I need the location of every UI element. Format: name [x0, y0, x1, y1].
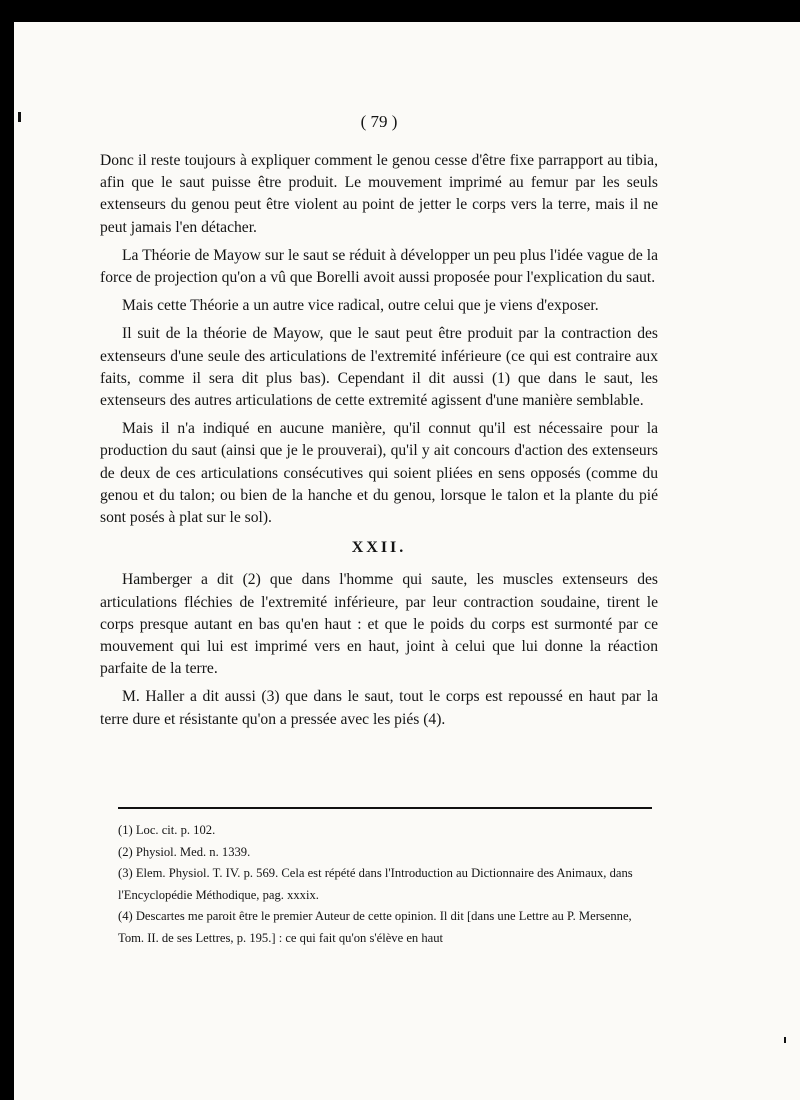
main-text	[100, 150, 658, 737]
footnote-rule	[118, 807, 652, 809]
section-heading: XXII.	[351, 539, 407, 557]
document-page	[14, 22, 800, 1100]
footnotes	[118, 820, 654, 949]
paragraph: Mais cette Théorie a un autre vice radical, outre celui que je viens d'exposer.	[122, 297, 599, 315]
scan-mark	[18, 112, 21, 122]
footnote: (1) Loc. cit. p. 102.	[118, 823, 216, 837]
paragraph: Donc il reste toujours à expliquer comment le genou cesse d'être fixe parrapport au tibia, afin que le saut puisse être produit. Le mouvement imprimé au femur par les seuls extenseurs du genou peut être violent au point de jetter le corps vers la terre, mais il ne peut jamais l'en détacher.	[100, 152, 658, 236]
page-number: ( 79 )	[360, 112, 398, 131]
paragraph: La Théorie de Mayow sur le saut se réduit à développer un peu plus l'idée vague de la force de projection qu'on a vû que Borelli avoit aussi proposée pour l'explication du saut.	[100, 246, 658, 287]
footnote: (4) Descartes me paroit être le premier Auteur de cette opinion. Il dit [dans une Lettre au P. Mersenne, Tom. II. de ses Lettres, p. 195.] : ce qui fait qu'on s'élève en haut	[118, 909, 632, 945]
paragraph: Mais il n'a indiqué en aucune manière, qu'il connut qu'il est nécessaire pour la production du saut (ainsi que je le prouverai), qu'il y ait concours d'action des extenseurs de deux de ces articulations consécutives qui soient pliées en sens opposés (comme du genou et du talon; ou bien de la hanche et du genou, lorsque le talon et la plante du pié sont posés à plat sur le sol).	[100, 420, 658, 527]
scan-mark	[784, 1037, 786, 1043]
footnote: (3) Elem. Physiol. T. IV. p. 569. Cela est répété dans l'Introduction au Dictionnaire des Animaux, dans l'Encyclopédie Méthodique, pag. xxxix.	[118, 866, 633, 902]
footnote: (2) Physiol. Med. n. 1339.	[118, 844, 251, 859]
paragraph: M. Haller a dit aussi (3) que dans le saut, tout le corps est repoussé en haut par la terre dure et résistante qu'on a pressée avec les piés (4).	[100, 688, 658, 728]
paragraph: Il suit de la théorie de Mayow, que le saut peut être produit par la contraction des extenseurs d'une seule des articulations de l'extremité inférieure (ce qui est contraire aux faits, comme il sera dit plus bas). Cependant il dit aussi (1) que dans le saut, les extenseurs des autres articulations de cette extremité agissent d'une manière semblable.	[100, 325, 658, 410]
paragraph: Hamberger a dit (2) que dans l'homme qui saute, les muscles extenseurs des articulations fléchies de l'extremité inférieure, par leur contraction soudaine, tirent le corps presque autant en bas qu'en haut : et que le poids du corps est surmonté par ce mouvement qui lui est imprimé vers en haut, joint à celui que lui donne la réaction parfaite de la terre.	[100, 571, 658, 678]
